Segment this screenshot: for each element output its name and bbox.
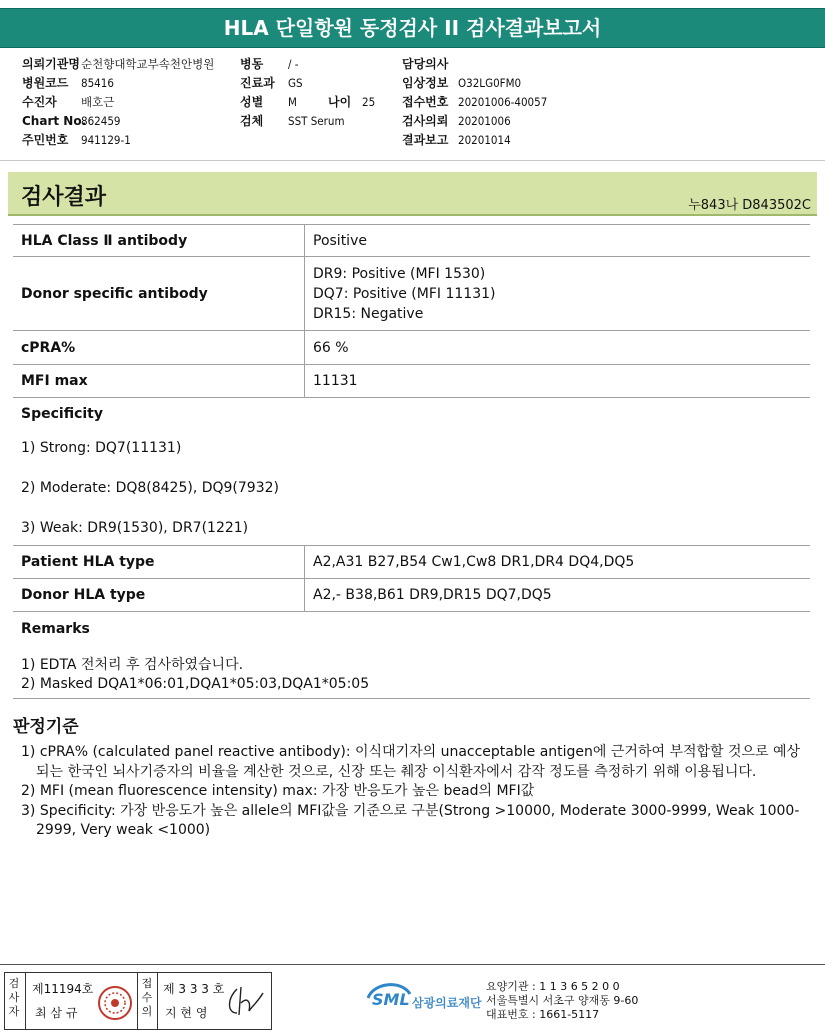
donor-hla-value: A2,- B38,B61 DR9,DR15 DQ7,DQ5: [305, 579, 811, 612]
table-row: [13, 331, 810, 365]
cpra-value: 66 %: [305, 331, 811, 365]
table-row: [13, 365, 810, 398]
dsa-line: DQ7: Positive (MFI 11131): [313, 285, 496, 302]
results-table: [13, 224, 810, 398]
specificity-line: 3) Weak: DR9(1530), DR7(1221): [21, 520, 249, 536]
inspector-no: 제11194호: [32, 982, 94, 996]
ward-value: / -: [288, 57, 299, 71]
dsa-line: DR15: Negative: [313, 305, 424, 322]
table-row: [13, 257, 810, 331]
header-left-col: [22, 55, 214, 150]
reception-signature-icon: [223, 983, 265, 1021]
sex-value: M: [288, 95, 297, 109]
clinical-value: O32LG0FM0: [458, 76, 522, 90]
mfi-label: MFI max: [13, 365, 305, 398]
chart-value: 862459: [81, 114, 121, 128]
criteria-list: [21, 743, 811, 841]
patient-value: 배호근: [81, 95, 115, 109]
doctor-label: 담당의사: [402, 57, 449, 71]
dsa-label: Donor specific antibody: [13, 257, 305, 331]
dsa-line: DR9: Positive (MFI 1530): [313, 265, 486, 282]
signature-box: [4, 972, 272, 1030]
header-mid-col: [240, 55, 375, 131]
reception-label: 접수의: [141, 977, 153, 1018]
remarks-line: 2) Masked DQA1*06:01,DQA1*05:03,DQA1*05:05: [21, 676, 370, 692]
reception-no: 제 3 3 3 호: [163, 982, 225, 996]
patient-label: 수진자: [22, 95, 57, 109]
specificity-label: Specificity: [21, 406, 103, 422]
table-row: [13, 546, 810, 579]
result-section-title: 검사결과: [21, 185, 107, 210]
mfi-value: 11131: [305, 365, 811, 398]
report-title-bar: [0, 8, 825, 48]
receipt-label: 접수번호: [402, 95, 449, 109]
footer-divider: [0, 964, 825, 965]
criteria-item: 2) MFI (mean fluorescence intensity) max: 가장 반응도가 높은 bead의 MFI값: [21, 783, 535, 799]
specificity-line: 1) Strong: DQ7(11131): [21, 440, 182, 456]
hospital-value: 순천향대학교부속천안병원: [81, 57, 215, 71]
remarks-divider: [13, 698, 810, 699]
inspector-label: 검사자: [8, 977, 20, 1018]
inspector-name: 최 삼 규: [35, 1006, 78, 1020]
age-value: 25: [362, 95, 376, 109]
request-value: 20201006: [458, 114, 511, 128]
report-date-label: 결과보고: [402, 133, 449, 147]
criteria-item: 3) Specificity: 가장 반응도가 높은 allele의 MFI값을 기준으로 구분(Strong >10000, Moderate 3000-9999, Weak 1000-2999, Very weak <1000): [21, 802, 800, 838]
class2-label: HLA Class Ⅱ antibody: [13, 225, 305, 257]
id-label: 주민번호: [22, 133, 69, 147]
address: 서울특별시 서초구 양재동 9-60: [486, 994, 639, 1007]
phone: 대표번호 : 1661-5117: [486, 1008, 600, 1021]
sex-label: 성별: [240, 95, 264, 109]
chart-label: Chart No.: [22, 114, 87, 128]
donor-hla-label: Donor HLA type: [13, 579, 305, 612]
specimen-value: SST Serum: [288, 114, 345, 128]
receipt-value: 20201006-40057: [458, 95, 548, 109]
specificity-line: 2) Moderate: DQ8(8425), DQ9(7932): [21, 480, 279, 496]
result-code: 누843나 D843502C: [688, 198, 811, 213]
report-date-value: 20201014: [458, 133, 511, 147]
result-section-bar: [8, 172, 817, 216]
hospital-label: 의뢰기관명: [22, 57, 80, 71]
org-logo: SML: [372, 990, 410, 1009]
header-divider: [0, 160, 825, 161]
id-value: 941129-1: [81, 133, 131, 147]
inspector-seal-icon: [97, 985, 133, 1021]
criteria-title: 판정기준: [13, 717, 79, 737]
dept-label: 진료과: [240, 76, 275, 90]
dept-value: GS: [288, 76, 303, 90]
remarks-line: 1) EDTA 전처리 후 검사하였습니다.: [21, 657, 244, 673]
dsa-value: [305, 257, 811, 331]
age-label: 나이: [328, 95, 352, 109]
report-title: HLA 단일항원 동정검사 II 검사결과보고서: [223, 16, 602, 40]
clinical-label: 임상정보: [402, 76, 449, 90]
ward-label: 병동: [240, 57, 264, 71]
org-name: 삼광의료재단: [412, 996, 482, 1010]
request-label: 검사의뢰: [402, 114, 449, 128]
table-row: [13, 225, 810, 257]
hospital-code-value: 85416: [81, 76, 114, 90]
hla-type-table: [13, 545, 810, 612]
criteria-item: 1) cPRA% (calculated panel reactive antibody): 이식대기자의 unacceptable antigen에 근거하여 부적합할 것으로 예상되는 한국인 뇌사기증자의 비율을 계산한 것으로, 신장 또는 췌장 이식환자에서 감작 정도를 측정하기 위해 이용됩니다.: [21, 744, 801, 780]
footer-address-block: [486, 980, 638, 1022]
agency-code: 요양기관 : 1 1 3 6 5 2 0 0: [486, 980, 620, 993]
patient-hla-value: A2,A31 B27,B54 Cw1,Cw8 DR1,DR4 DQ4,DQ5: [305, 546, 811, 579]
reception-name: 지 현 영: [165, 1006, 208, 1020]
header-right-col: [402, 55, 547, 150]
patient-hla-label: Patient HLA type: [13, 546, 305, 579]
class2-value: Positive: [305, 225, 811, 257]
hospital-code-label: 병원코드: [22, 76, 69, 90]
specimen-label: 검체: [240, 114, 264, 128]
table-row: [13, 579, 810, 612]
cpra-label: cPRA%: [13, 331, 305, 365]
remarks-label: Remarks: [21, 621, 90, 637]
